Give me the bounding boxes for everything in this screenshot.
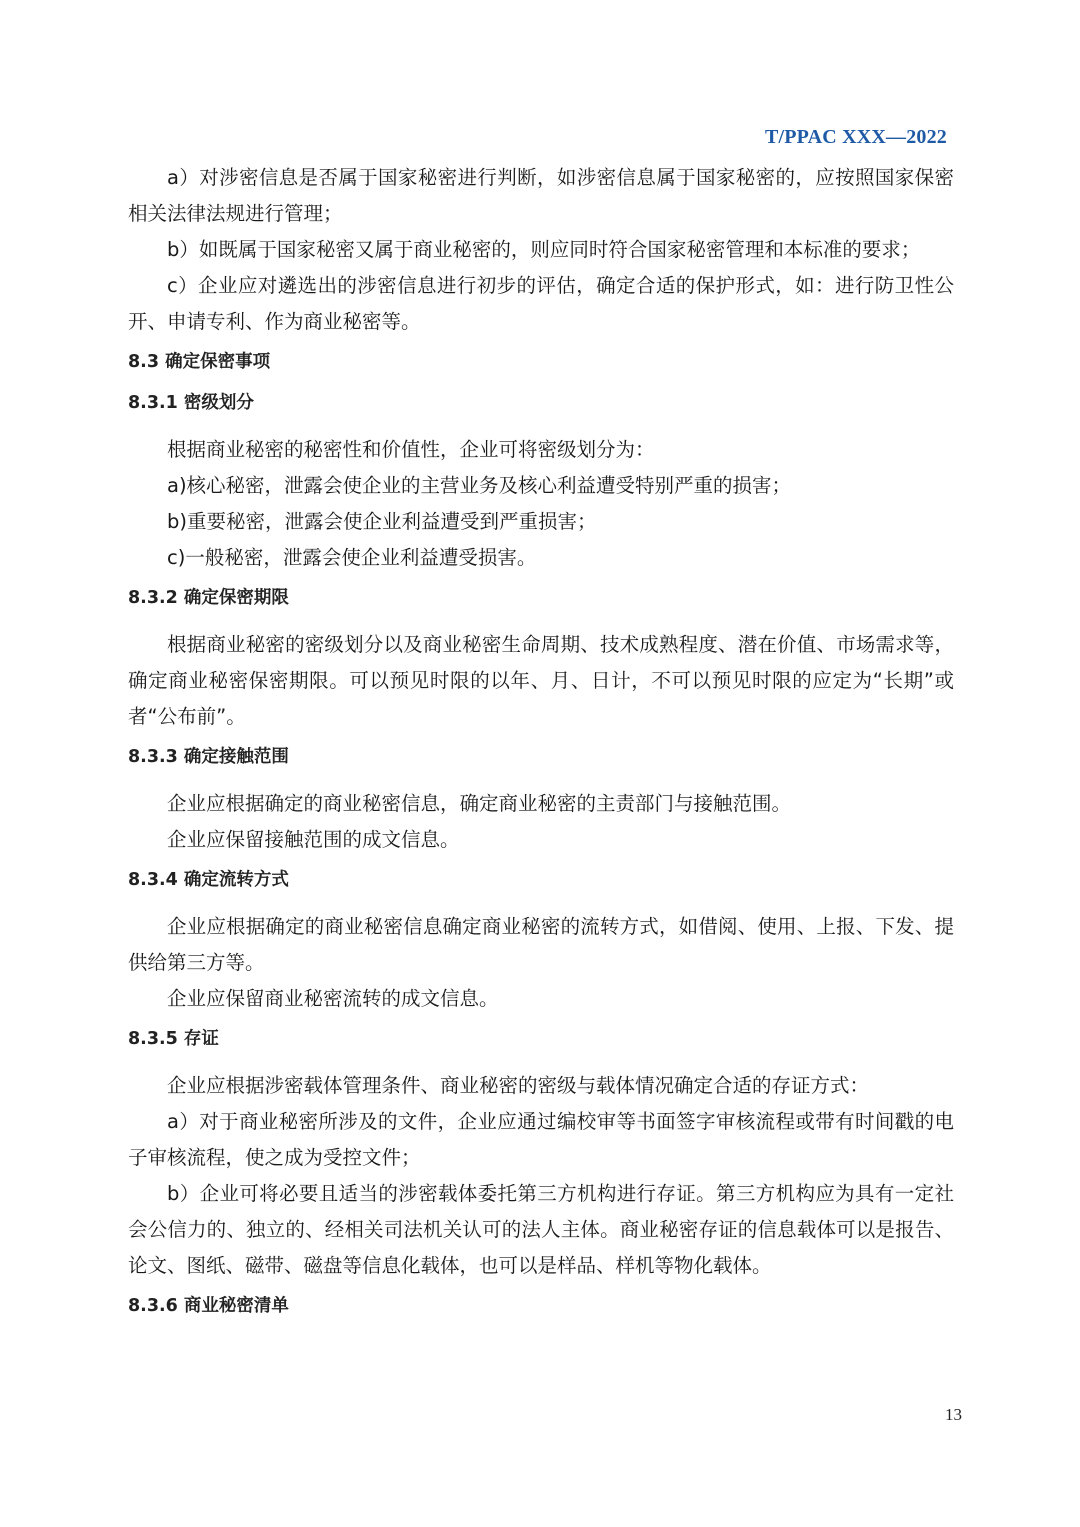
paragraph: 根据商业秘密的秘密性和价值性，企业可将密级划分为： — [167, 438, 655, 461]
section-heading: 8.3.4 确定流转方式 — [128, 870, 289, 890]
section-heading: 8.3.1 密级划分 — [128, 393, 254, 413]
paragraph: b）企业可将必要且适当的涉密载体委托第三方机构进行存证。第三方机构应为具有一定社会公信力的、独立的、经相关司法机关认可的法人主体。商业秘密存证的信息载体可以是报告、论文、图纸、磁带、磁盘等信息化载体，也可以是样品、样机等物化载体。 — [128, 1182, 954, 1277]
document-code: T/PPAC XXX—2022 — [764, 126, 947, 148]
paragraph: a)核心秘密，泄露会使企业的主营业务及核心利益遭受特别严重的损害； — [167, 474, 792, 497]
section-heading: 8.3.5 存证 — [128, 1029, 219, 1049]
paragraph: b)重要秘密，泄露会使企业利益遭受到严重损害； — [167, 510, 597, 533]
page-number: 13 — [945, 1405, 962, 1424]
paragraph: c)一般秘密，泄露会使企业利益遭受损害。 — [167, 546, 537, 569]
section-heading: 8.3.6 商业秘密清单 — [128, 1296, 289, 1316]
paragraph: 企业应根据确定的商业秘密信息，确定商业秘密的主责部门与接触范围。 — [167, 792, 792, 815]
paragraph: a）对涉密信息是否属于国家秘密进行判断，如涉密信息属于国家秘密的，应按照国家保密相关法律法规进行管理； — [128, 166, 954, 225]
section-heading: 8.3.3 确定接触范围 — [128, 747, 289, 767]
page-content — [128, 160, 954, 1318]
paragraph: 企业应根据确定的商业秘密信息确定商业秘密的流转方式，如借阅、使用、上报、下发、提供给第三方等。 — [128, 915, 954, 974]
section-heading: 8.3 确定保密事项 — [128, 352, 271, 372]
paragraph: 根据商业秘密的密级划分以及商业秘密生命周期、技术成熟程度、潜在价值、市场需求等，确定商业秘密保密期限。可以预见时限的以年、月、日计，不可以预见时限的应定为“长期”或者“公布前”。 — [128, 633, 954, 728]
paragraph: 企业应保留接触范围的成文信息。 — [167, 828, 460, 851]
paragraph: b）如既属于国家秘密又属于商业秘密的，则应同时符合国家秘密管理和本标准的要求； — [167, 238, 921, 261]
section-heading: 8.3.2 确定保密期限 — [128, 588, 289, 608]
paragraph: 企业应根据涉密载体管理条件、商业秘密的密级与载体情况确定合适的存证方式： — [167, 1074, 870, 1097]
paragraph: a）对于商业秘密所涉及的文件，企业应通过编校审等书面签字审核流程或带有时间戳的电子审核流程，使之成为受控文件； — [128, 1110, 954, 1169]
paragraph: 企业应保留商业秘密流转的成文信息。 — [167, 987, 499, 1010]
paragraph: c）企业应对遴选出的涉密信息进行初步的评估，确定合适的保护形式，如：进行防卫性公开、申请专利、作为商业秘密等。 — [128, 274, 954, 333]
